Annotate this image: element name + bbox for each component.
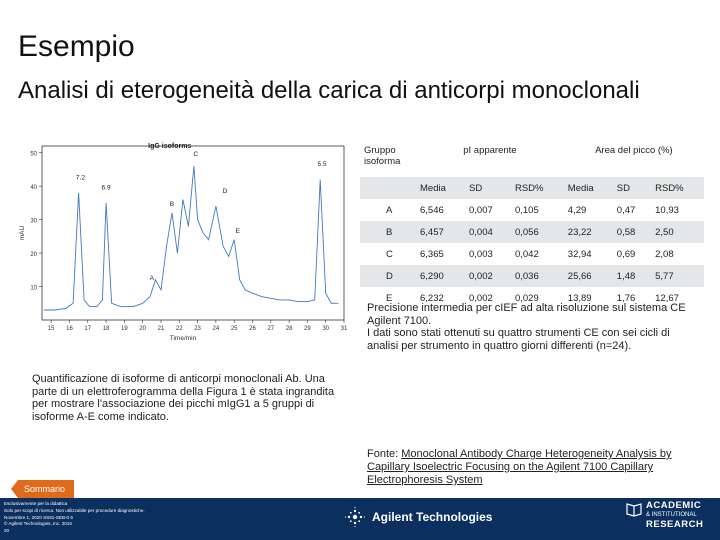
spark-icon — [344, 506, 366, 528]
peak-label: 6.9 — [101, 184, 111, 192]
table-row — [360, 243, 704, 265]
legal-line: Solo per scopi di ricerca. Non utilizzabile per procedure diagnostiche. — [4, 507, 145, 513]
table-cell: 1,48 — [613, 265, 651, 287]
x-tick-label: 20 — [139, 326, 147, 332]
table-cell: D — [360, 265, 416, 287]
table-cell: 0,056 — [511, 221, 564, 243]
table-cell: 6,365 — [416, 243, 465, 265]
x-tick-label: 16 — [66, 326, 73, 332]
table-cell: 6,290 — [416, 265, 465, 287]
x-tick-label: 15 — [47, 326, 55, 332]
table-cell: 6,546 — [416, 199, 465, 221]
x-tick-label: 18 — [102, 326, 110, 332]
table-cell: 25,66 — [564, 265, 613, 287]
x-tick-label: 17 — [84, 326, 92, 332]
group-header: Gruppo isoforma — [364, 145, 401, 167]
x-tick-label: 23 — [194, 326, 201, 332]
x-tick-label: 24 — [212, 326, 220, 332]
academic-text: & INSTITUTIONAL — [646, 511, 697, 518]
table-cell: 0,47 — [613, 199, 651, 221]
table-row — [360, 199, 704, 221]
table-cell: 0,58 — [613, 221, 651, 243]
table-cell: 0,004 — [465, 221, 511, 243]
y-tick-label: 30 — [30, 218, 37, 225]
table-row — [360, 265, 704, 287]
peak-label: B — [169, 201, 175, 209]
table-cell: 0,003 — [465, 243, 511, 265]
table-cell: A — [360, 199, 416, 221]
table-cell: 0,002 — [465, 287, 511, 309]
table-cell: 12,67 — [651, 287, 704, 309]
y-axis-label: mAU — [19, 225, 26, 241]
academic-logo — [626, 501, 703, 530]
note-line: I dati sono stati ottenuti su quattro strumenti CE con sei cicli di analisi per strumento in quattro giorni differenti (n=24). — [367, 327, 670, 352]
area-header: Area del picco (%) — [595, 145, 673, 156]
pi-header: pI apparente — [463, 145, 517, 156]
subheader: RSD% — [651, 177, 704, 199]
legal-line: © Agilent Technologies, Inc. 2016 — [4, 521, 72, 527]
table-cell: 0,007 — [465, 199, 511, 221]
table-cell: 0,036 — [511, 265, 564, 287]
table-cell: 0,042 — [511, 243, 564, 265]
academic-text: ACADEMIC — [646, 500, 702, 511]
y-tick-label: 40 — [30, 185, 37, 192]
peak-label: 5.5 — [317, 161, 327, 169]
subheader: RSD% — [511, 177, 564, 199]
table-cell: E — [360, 287, 416, 309]
book-icon — [626, 501, 642, 517]
table-cell: 1,76 — [613, 287, 651, 309]
subheader: Media — [416, 177, 465, 199]
legal-line: 20 — [4, 528, 10, 534]
table-cell: 23,22 — [564, 221, 613, 243]
legal-line: Esclusivamente per la didattica — [4, 501, 68, 506]
slide-subtitle: Analisi di eterogeneità della carica di anticorpi monoclonali — [18, 77, 640, 104]
x-axis-label: Time/min — [169, 335, 197, 342]
peak-label: C — [193, 151, 199, 159]
peak-label: D — [222, 187, 228, 195]
y-tick-label: 20 — [30, 252, 37, 259]
table-cell: 2,08 — [651, 243, 704, 265]
slide-title: Esempio — [18, 30, 135, 63]
legal-line: Novembre 1, 2020 SS81-SEB-0 6 — [4, 514, 73, 520]
agilent-logo — [344, 506, 492, 528]
table-cell: 13,89 — [564, 287, 613, 309]
brand-name: Agilent Technologies — [372, 510, 493, 524]
precision-note — [367, 302, 703, 352]
peak-label: A — [149, 274, 154, 282]
table-cell: 5,77 — [651, 265, 704, 287]
x-tick-label: 25 — [230, 326, 238, 332]
x-tick-label: 31 — [340, 326, 348, 332]
table-cell: 0,69 — [613, 243, 651, 265]
legal-notice — [4, 501, 234, 535]
x-tick-label: 21 — [157, 326, 165, 332]
table-cell: 32,94 — [564, 243, 613, 265]
footer-bar — [0, 498, 720, 540]
table-cell: 6,232 — [416, 287, 465, 309]
source-reference — [367, 448, 707, 487]
x-tick-label: 19 — [121, 326, 128, 332]
y-tick-label: 10 — [30, 285, 37, 292]
table-row — [360, 221, 704, 243]
table-cell: 10,93 — [651, 199, 704, 221]
note-line: Precisione intermedia per cIEF ad alta risoluzione sul sistema CE Agilent 7100. — [367, 302, 686, 327]
sommario-button[interactable]: Sommario — [18, 480, 74, 498]
x-tick-label: 28 — [285, 326, 293, 332]
table-cell: 2,50 — [651, 221, 704, 243]
figure-caption: Quantificazione di isoforme di anticorpi monoclonali Ab. Una parte di un elettroferogramma della Figura 1 è stata ingrandita per mostrare l'associazione dei picchi mIgG1 a 5 gruppi di isoforme A-E come indicato. — [32, 373, 335, 423]
electropherogram-chart — [16, 132, 354, 346]
x-tick-label: 26 — [249, 326, 256, 332]
x-tick-label: 27 — [267, 326, 275, 332]
peak-label: 7.2 — [75, 174, 85, 182]
subheader: Media — [564, 177, 613, 199]
source-link[interactable]: Monoclonal Antibody Charge Heterogeneity Analysis by Capillary Isoelectric Focusing on the Agilent 7100 Capillary Electrophoresis System — [367, 448, 672, 486]
subheader: SD — [465, 177, 511, 199]
chart-title: IgG isoforms — [148, 143, 192, 150]
y-tick-label: 50 — [30, 151, 37, 158]
table-cell: 0,002 — [465, 265, 511, 287]
x-tick-label: 29 — [304, 326, 311, 332]
source-prefix: Fonte: — [367, 448, 402, 460]
table-cell: B — [360, 221, 416, 243]
table-cell: C — [360, 243, 416, 265]
table-cell: 0,029 — [511, 287, 564, 309]
x-tick-label: 30 — [322, 326, 330, 332]
peak-label: E — [235, 228, 241, 235]
subheader: SD — [613, 177, 651, 199]
table-cell: 4,29 — [564, 199, 613, 221]
table-cell: 0,105 — [511, 199, 564, 221]
isoform-table — [360, 143, 704, 309]
x-tick-label: 22 — [175, 326, 183, 332]
table-cell: 6,457 — [416, 221, 465, 243]
academic-text: RESEARCH — [646, 519, 704, 530]
